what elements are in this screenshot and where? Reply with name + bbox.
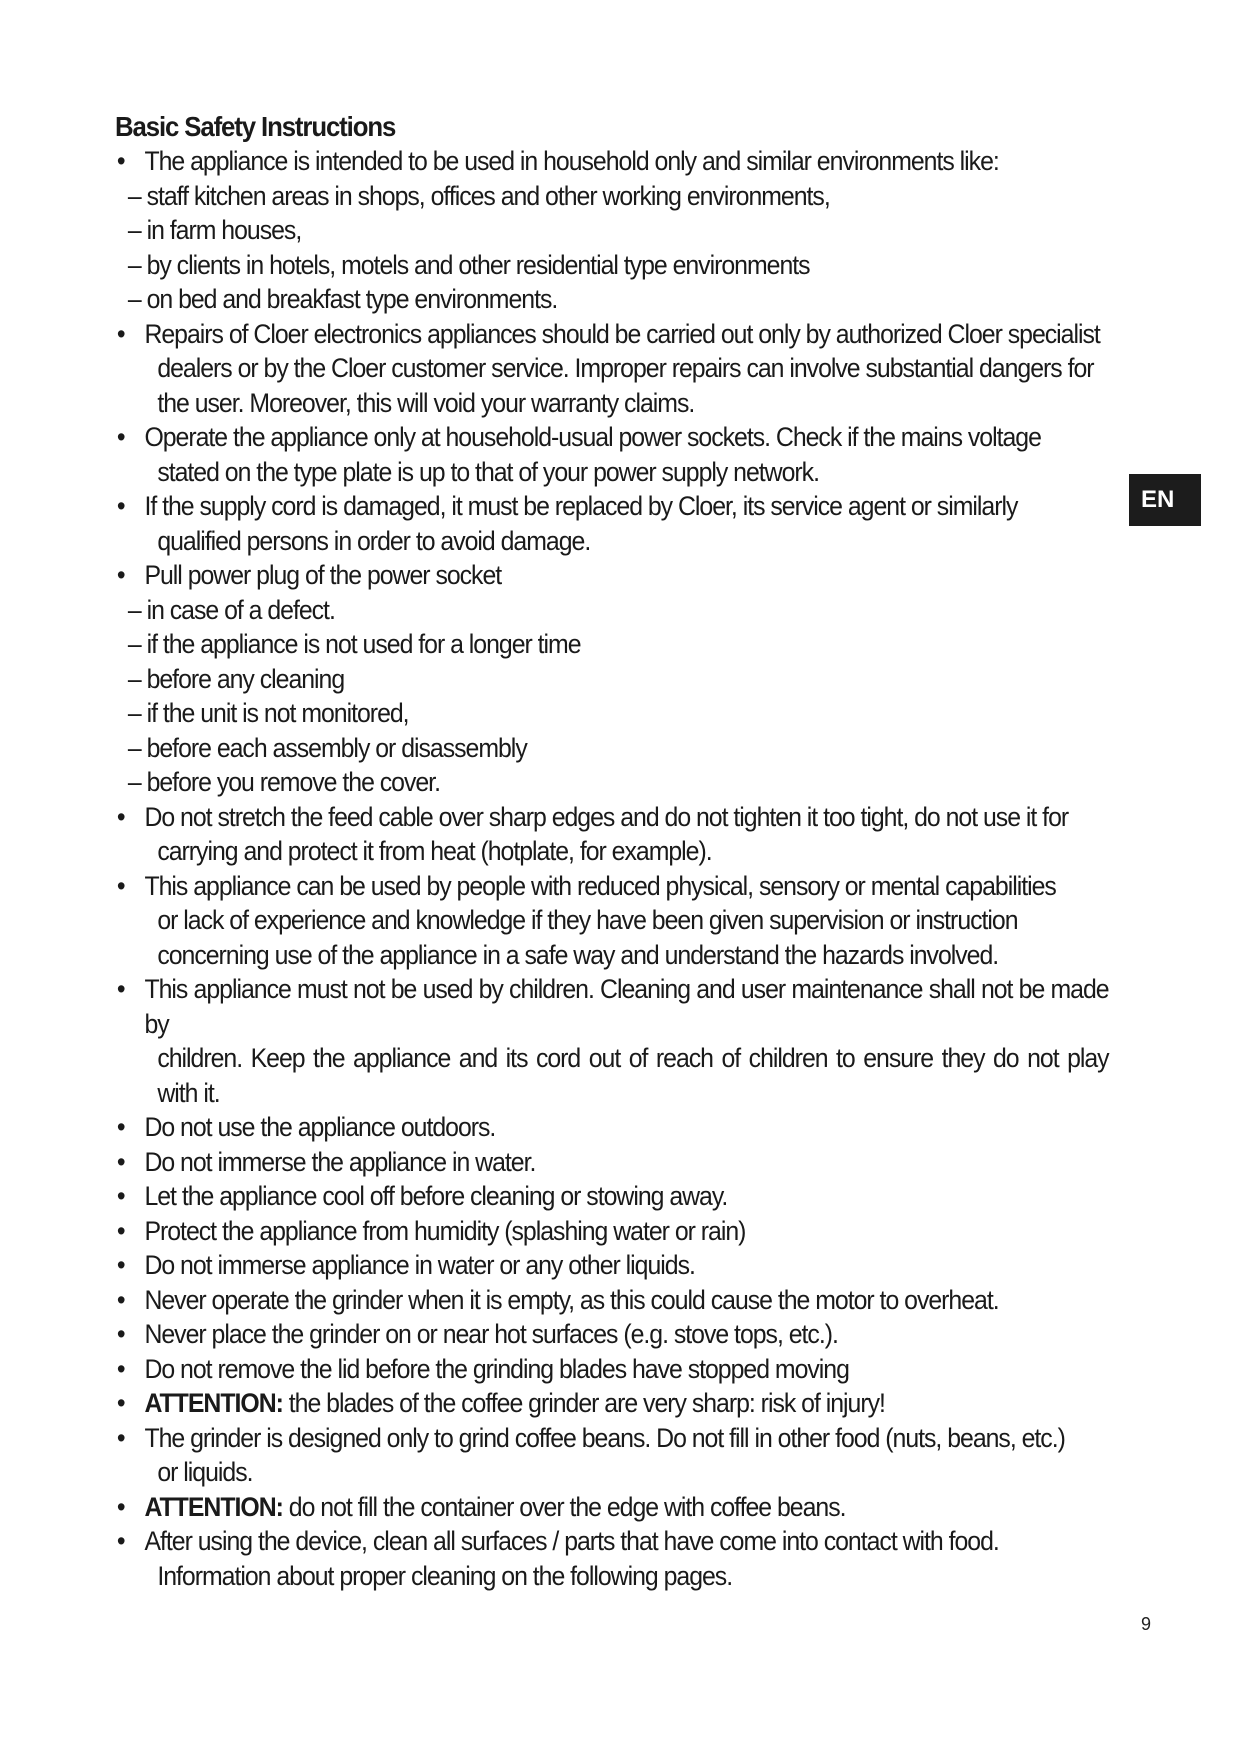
bullet-list-item <box>115 869 1109 973</box>
bullet-line: The grinder is designed only to grind coffee beans. Do not fill in other food (nuts, beans, etc.) <box>144 1422 1065 1453</box>
bullet-list-item <box>115 1110 1109 1145</box>
bullet-list-item <box>115 1490 1109 1525</box>
bullet-list-item <box>115 144 1109 179</box>
bullet-line: concerning use of the appliance in a safe way and understand the hazards involved. <box>157 939 999 970</box>
bullet-line: Do not immerse appliance in water or any other liquids. <box>144 1250 695 1280</box>
bullet-line: Let the appliance cool off before cleaning or stowing away. <box>144 1181 728 1211</box>
bullet-icon: • <box>116 1422 125 1453</box>
bullet-list-item <box>115 317 1109 421</box>
bullet-line: the user. Moreover, this will void your warranty claims. <box>157 387 695 418</box>
bullet-icon: • <box>116 1250 125 1280</box>
bullet-line: or lack of experience and knowledge if they have been given supervision or instruction <box>157 905 1018 935</box>
bullet-line: Never place the grinder on or near hot surfaces (e.g. stove tops, etc.). <box>144 1319 838 1349</box>
bullet-icon: • <box>116 1284 125 1315</box>
bullet-line: After using the device, clean all surfaces / parts that have come into contact with food. <box>144 1526 999 1556</box>
bullet-line: Do not use the appliance outdoors. <box>144 1112 496 1142</box>
bullet-line: Information about proper cleaning on the following pages. <box>157 1560 733 1591</box>
sub-list-item: – if the appliance is not used for a longer time <box>127 629 581 659</box>
bullet-text: do not fill the container over the edge with coffee beans. <box>282 1491 846 1522</box>
attention-label: ATTENTION: <box>144 1388 283 1418</box>
bullet-icon: • <box>116 1181 125 1211</box>
bullet-list-item <box>115 1421 1109 1490</box>
bullet-icon: • <box>116 560 125 590</box>
bullet-line <box>144 1490 1108 1525</box>
bullet-list-item <box>115 1352 1109 1387</box>
bullet-icon: • <box>116 318 125 349</box>
bullet-icon: • <box>116 870 125 901</box>
bullet-line: children. Keep the appliance and its cord out of reach of children to ensure they do not play with it. <box>157 1043 1109 1108</box>
bullet-list-item <box>115 1386 1109 1421</box>
attention-label: ATTENTION: <box>144 1491 283 1522</box>
bullet-line: qualified persons in order to avoid damage. <box>157 525 591 556</box>
sub-list-item: – by clients in hotels, motels and other residential type environments <box>127 249 810 280</box>
bullet-icon: • <box>116 146 125 176</box>
bullet-icon: • <box>116 1112 125 1142</box>
sub-list-item: – on bed and breakfast type environments. <box>127 284 558 314</box>
bullet-list-item <box>115 1145 1109 1180</box>
bullet-icon: • <box>116 422 125 452</box>
bullet-icon: • <box>116 1526 125 1556</box>
bullet-icon: • <box>116 1215 125 1246</box>
bullet-line: stated on the type plate is up to that of your power supply network. <box>157 456 819 487</box>
bullet-icon: • <box>116 1353 125 1384</box>
bullet-line: Protect the appliance from humidity (splashing water or rain) <box>144 1215 746 1246</box>
sub-list-item: – before each assembly or disassembly <box>127 732 527 763</box>
bullet-list-item <box>115 800 1109 869</box>
bullet-list-item <box>115 420 1109 489</box>
bullet-icon: • <box>116 1491 125 1522</box>
bullet-list-item <box>115 1214 1109 1249</box>
bullet-list-item <box>115 1283 1109 1318</box>
bullet-list-item <box>115 972 1109 1110</box>
bullet-list-item <box>115 489 1109 558</box>
bullet-text: the blades of the coffee grinder are very sharp: risk of injury! <box>282 1388 885 1418</box>
bullet-line: The appliance is intended to be used in household only and similar environments like: <box>144 146 999 176</box>
bullet-line: This appliance must not be used by children. Cleaning and user maintenance shall not be made by <box>144 974 1109 1039</box>
bullet-line: This appliance can be used by people with reduced physical, sensory or mental capabilities <box>144 870 1056 901</box>
safety-section <box>115 110 1109 1593</box>
safety-instructions-list <box>115 144 1109 1593</box>
bullet-list-item <box>115 1524 1109 1593</box>
bullet-line: Pull power plug of the power socket <box>144 560 502 590</box>
bullet-line <box>144 1386 1108 1421</box>
sub-list-item: – before you remove the cover. <box>127 767 440 797</box>
bullet-line: Do not immerse the appliance in water. <box>144 1146 536 1177</box>
bullet-icon: • <box>116 1319 125 1349</box>
bullet-icon: • <box>116 801 125 832</box>
language-tab: EN <box>1129 474 1201 526</box>
sub-list-item: – in farm houses, <box>127 215 302 245</box>
bullet-icon: • <box>116 1388 125 1418</box>
bullet-line: or liquids. <box>157 1457 253 1487</box>
bullet-line: carrying and protect it from heat (hotplate, for example). <box>157 836 712 866</box>
bullet-list-item <box>115 1179 1109 1214</box>
bullet-line: Do not remove the lid before the grinding blades have stopped moving <box>144 1353 849 1384</box>
bullet-list-item <box>115 1317 1109 1352</box>
page-number: 9 <box>1141 1614 1152 1634</box>
bullet-line: Do not stretch the feed cable over sharp edges and do not tighten it too tight, do not use it for <box>144 801 1069 832</box>
bullet-line: Operate the appliance only at household-usual power sockets. Check if the mains voltage <box>144 422 1041 452</box>
bullet-icon: • <box>116 1146 125 1177</box>
sub-list-item: – if the unit is not monitored, <box>127 698 409 728</box>
bullet-list-item <box>115 558 1109 593</box>
sub-list-item: – in case of a defect. <box>127 594 335 625</box>
bullet-list-item <box>115 1248 1109 1283</box>
bullet-icon: • <box>116 974 125 1004</box>
bullet-line: If the supply cord is damaged, it must be replaced by Cloer, its service agent or similarly <box>144 491 1018 521</box>
bullet-icon: • <box>116 491 125 521</box>
sub-list-item: – before any cleaning <box>127 663 345 694</box>
bullet-line: dealers or by the Cloer customer service. Improper repairs can involve substantial dangers for <box>157 353 1094 383</box>
bullet-line: Never operate the grinder when it is empty, as this could cause the motor to overheat. <box>144 1284 999 1315</box>
bullet-line: Repairs of Cloer electronics appliances should be carried out only by authorized Cloer specialist <box>144 318 1100 349</box>
section-title: Basic Safety Instructions <box>115 111 396 142</box>
sub-list-item: – staff kitchen areas in shops, offices and other working environments, <box>127 180 830 211</box>
